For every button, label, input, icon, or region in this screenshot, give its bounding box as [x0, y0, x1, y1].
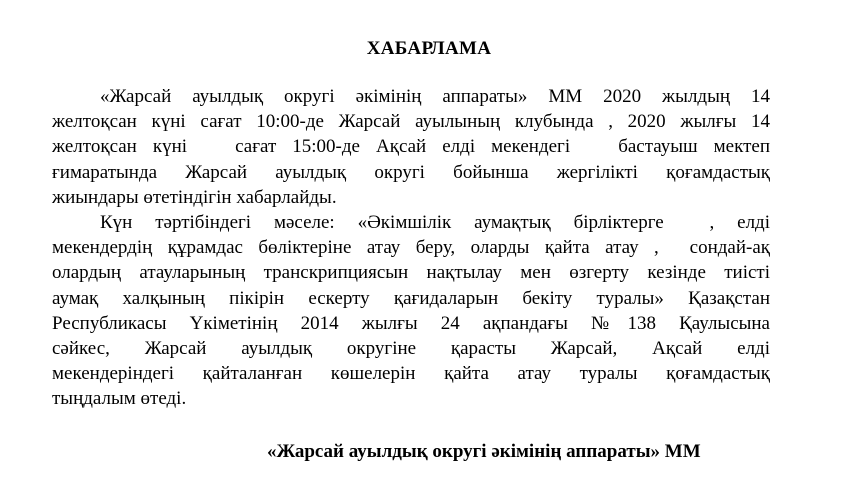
- paragraph-1-line-1: «Жарсай ауылдық округі әкімінің аппараты» ММ 2020 жылдың 14: [100, 86, 770, 107]
- paragraph-2-line-6: сәйкес, Жарсай ауылдық округіне қарасты Жарсай, Ақсай елді: [52, 337, 770, 359]
- paragraph-2-line-2: мекендердің құрамдас бөліктеріне атау беру, оларды қайта атау , сондай-ақ: [52, 237, 770, 259]
- document-title: ХАБАРЛАМА: [366, 38, 492, 59]
- paragraph-2-line-7: мекендеріндегі қайталанған көшелерін қайта атау туралы қоғамдастық: [52, 363, 770, 385]
- paragraph-2-line-5: Республикасы Үкіметінің 2014 жылғы 24 ақпандағы №138 Қаулысына: [52, 312, 770, 334]
- signature: «Жарсай ауылдық округі әкімінің аппараты» ММ: [267, 441, 701, 462]
- paragraph-2-line-3: олардың атауларының транскрипциясын нақтылау мен өзгерту кезінде тиісті: [52, 262, 770, 284]
- paragraph-2-line-1: Күн тәртібіндегі мәселе: «Әкімшілік аумақтық бірліктерге , елді: [100, 211, 770, 233]
- paragraph-2-line-8: тыңдалым өтеді.: [52, 388, 187, 410]
- paragraph-2-line-4: аумақ халқының пікірін ескерту қағидаларын бекіту туралы» Қазақстан: [52, 287, 770, 309]
- paragraph-1-line-3: желтоқсан күні сағат 15:00-де Ақсай елді мекендегі бастауыш мектеп: [52, 136, 770, 158]
- paragraph-1-line-4: ғимаратында Жарсай ауылдық округі бойынша жергілікті қоғамдастық: [52, 161, 770, 183]
- paragraph-1-line-2: желтоқсан күні сағат 10:00-де Жарсай ауылының клубында , 2020 жылғы 14: [52, 111, 770, 133]
- document-body: [52, 84, 770, 411]
- paragraph-1-line-5: жиындары өтетіндігін хабарлайды.: [52, 186, 337, 208]
